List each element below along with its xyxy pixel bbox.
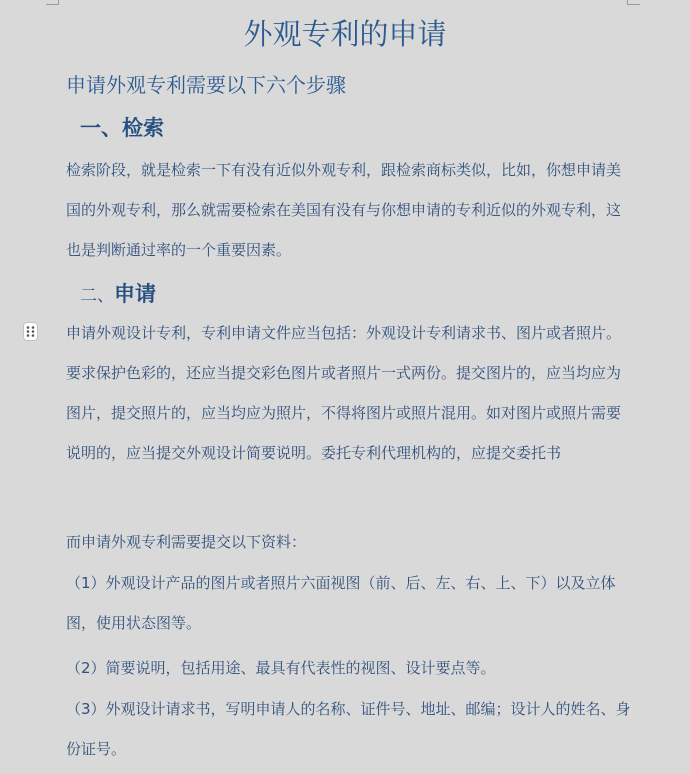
page-corner-mark-left (46, 0, 59, 5)
materials-item-1: （1）外观设计产品的图片或者照片六面视图（前、后、左、右、上、下）以及立体图，使用状态图等。 (66, 574, 616, 632)
drag-handle-icon[interactable] (23, 322, 38, 341)
page-corner-mark-right (627, 0, 640, 5)
section-heading-number: 二、 (80, 286, 114, 306)
materials-item-3: （3）外观设计请求书，写明申请人的名称、证件号、地址、邮编；设计人的姓名、身份证号。 (66, 700, 631, 758)
section-heading-search: 一、检索 (80, 116, 164, 140)
section-paragraph-search: 检索阶段，就是检索一下有没有近似外观专利，跟检索商标类似，比如，你想申请美国的外观专利，那么就需要检索在美国有没有与你想申请的专利近似的外观专利，这也是判断通过率的一个重要因素。 (66, 161, 622, 259)
document-title: 外观专利的申请 (243, 17, 447, 51)
materials-intro: 而申请外观专利需要提交以下资料： (66, 533, 307, 551)
materials-item-2: （2）简要说明，包括用途、最具有代表性的视图、设计要点等。 (66, 659, 496, 677)
section-paragraph-apply: 申请外观设计专利，专利申请文件应当包括：外观设计专利请求书、图片或者照片。要求保护色彩的，还应当提交彩色图片或者照片一式两份。提交图片的，应当均应为图片，提交照片的，应当均应为照片，不得将图片或照片混用。如对图片或照片需要说明的，应当提交外观设计简要说明。委托专利代理机构的，应提交委托书 (66, 324, 622, 462)
section-heading-apply (80, 280, 156, 310)
document-subtitle: 申请外观专利需要以下六个步骤 (66, 73, 346, 97)
section-heading-text: 申请 (114, 282, 156, 306)
